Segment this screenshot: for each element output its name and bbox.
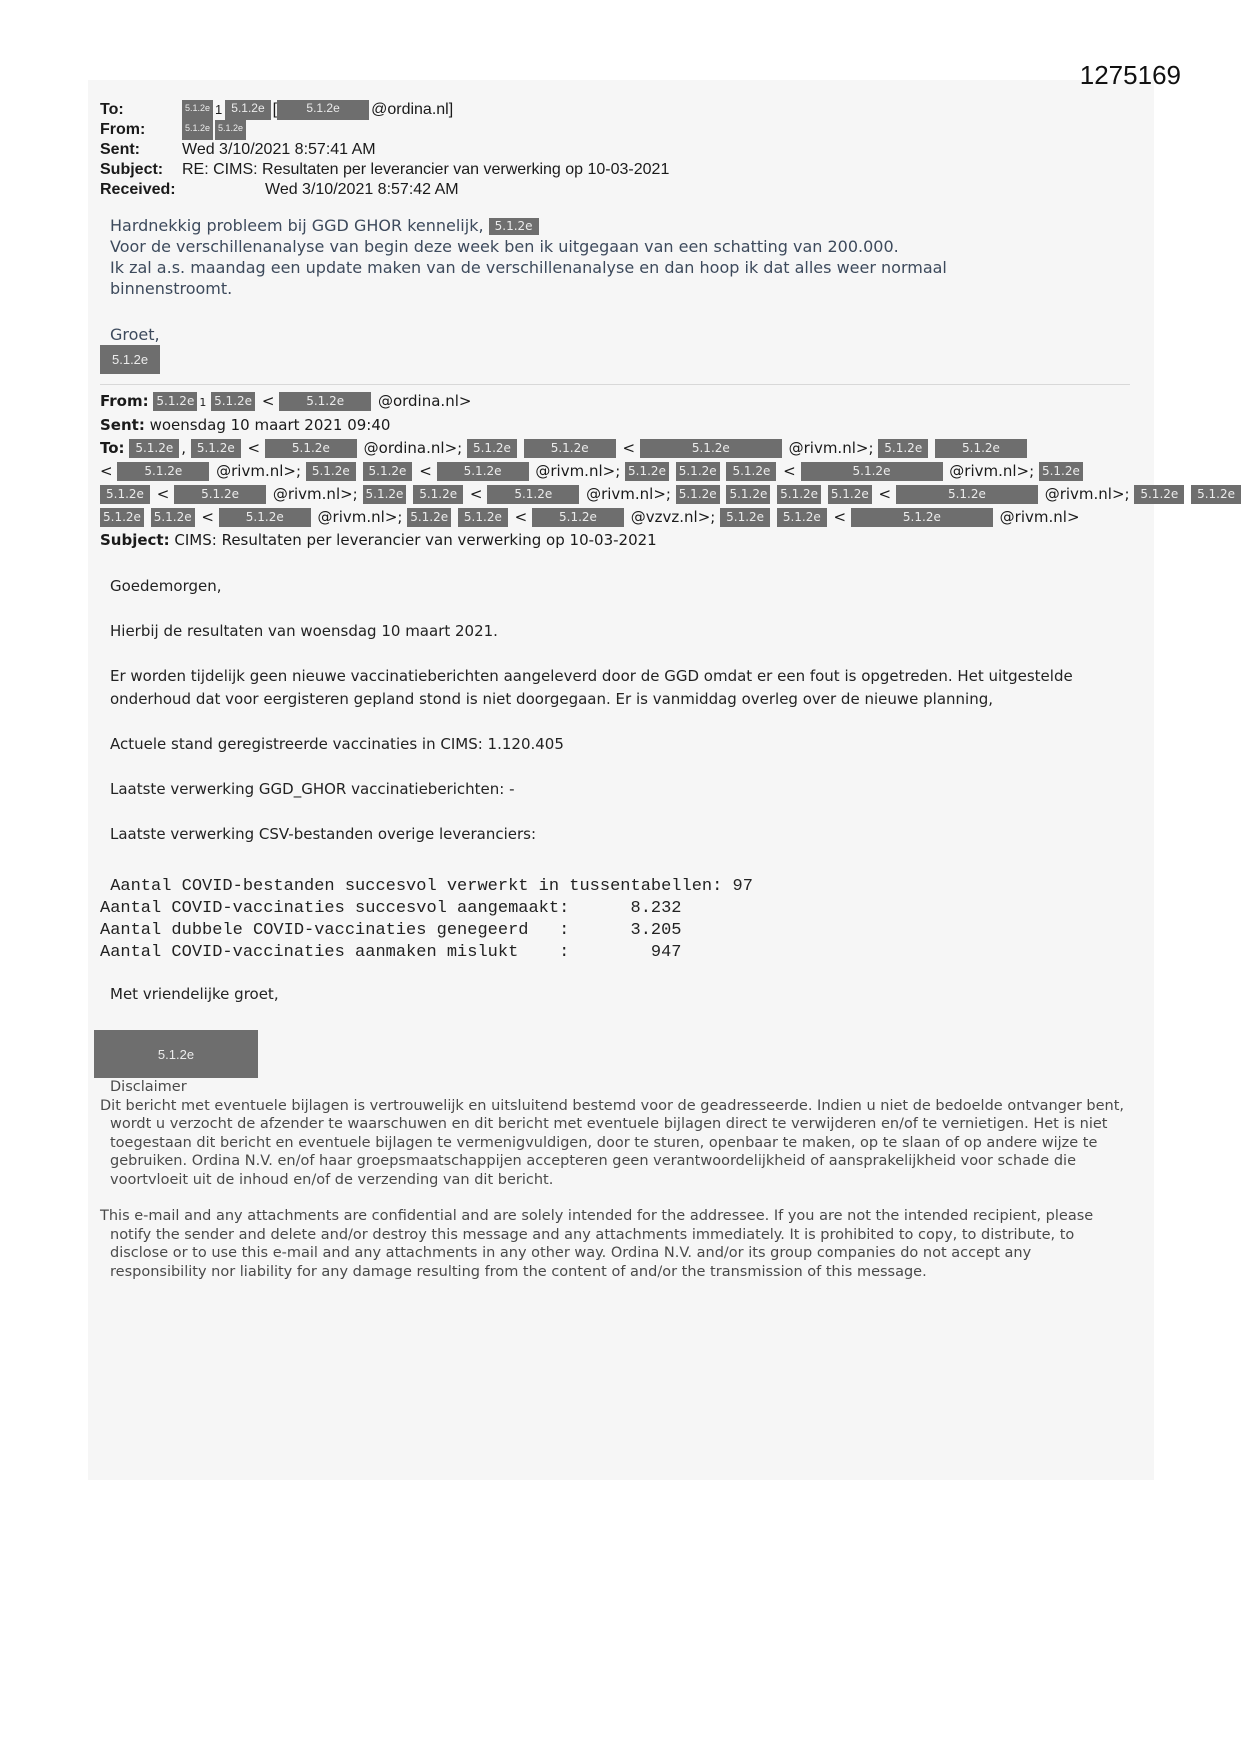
fwd-lt: < xyxy=(100,462,113,480)
fwd-lt: < xyxy=(514,508,528,526)
to-bracket: [ xyxy=(272,101,278,118)
to-label: To: xyxy=(100,101,124,118)
header-from-row xyxy=(100,120,669,140)
received-value: Wed 3/10/2021 8:57:42 AM xyxy=(265,181,459,198)
fwd-to-row xyxy=(100,506,1140,529)
redaction: 5.1.2e xyxy=(726,485,770,504)
redaction: 5.1.2e xyxy=(467,439,517,458)
redaction: 5.1.2e xyxy=(265,439,357,458)
header-received-row xyxy=(100,180,669,200)
reply-line-text: Hardnekkig probleem bij GGD GHOR kennelijk, xyxy=(110,216,484,235)
redaction: 5.1.2e xyxy=(437,462,529,481)
redaction: 5.1.2e xyxy=(100,345,160,374)
fwd-rivm-address: @rivm.nl>; xyxy=(535,462,621,480)
redaction: 5.1.2e xyxy=(640,439,782,458)
fwd-to-row xyxy=(100,483,1235,506)
redaction: 5.1.2e xyxy=(935,439,1027,458)
divider xyxy=(100,384,1130,385)
email-header xyxy=(100,100,669,200)
redaction: 5.1.2e xyxy=(878,439,928,458)
fwd-from-domain: @ordina.nl> xyxy=(377,392,472,410)
fwd-lt: < xyxy=(878,485,892,503)
redaction: 5.1.2e xyxy=(407,508,451,527)
greeting: Goedemorgen, xyxy=(110,577,222,595)
subject-label: Subject: xyxy=(100,161,164,178)
fwd-rivm-address: @rivm.nl>; xyxy=(216,462,302,480)
fwd-lt: < xyxy=(833,508,847,526)
notice: Er worden tijdelijk geen nieuwe vaccinatieberichten aangeleverd door de GGD omdat er een fout is opgetreden. Het uitgestelde onderhoud dat voor eergisteren gepland stond is niet doorgegaan. Er is vanmiddag overleg over de nieuwe planning, xyxy=(110,667,1073,708)
redaction: 5.1.2e xyxy=(801,462,943,481)
stats-line: Aantal COVID-vaccinaties succesvol aangemaakt: 8.232 xyxy=(100,899,682,918)
stats-line: Aantal COVID-bestanden succesvol verwerkt in tussentabellen: 97 xyxy=(100,877,753,896)
disclaimer-title: Disclaimer xyxy=(110,1079,187,1095)
redaction: 5.1.2e xyxy=(726,462,776,481)
signature-redaction: 5.1.2e xyxy=(94,1030,258,1078)
redaction: 5.1.2e xyxy=(174,485,266,504)
received-label: Received: xyxy=(100,181,176,198)
fwd-rivm-address: @rivm.nl>; xyxy=(949,462,1035,480)
fwd-lt: < xyxy=(469,485,483,503)
from-label: From: xyxy=(100,121,146,138)
fwd-from-row xyxy=(100,390,1140,414)
redaction: 5.1.2e xyxy=(777,508,827,527)
subject-value: RE: CIMS: Resultaten per leverancier van verwerking op 10-03-2021 xyxy=(182,161,670,178)
reply-signature xyxy=(100,345,162,374)
redaction: 5.1.2e xyxy=(279,392,371,411)
reply-line xyxy=(110,215,1070,236)
redaction: 5.1.2e xyxy=(828,485,872,504)
fwd-lt: < xyxy=(201,508,214,526)
fwd-sent-label: Sent: xyxy=(100,416,145,434)
redaction: 5.1.2e xyxy=(676,462,720,481)
to-domain: @ordina.nl] xyxy=(371,101,454,118)
fwd-sent-value: woensdag 10 maart 2021 09:40 xyxy=(149,416,391,434)
redaction: 5.1.2e xyxy=(676,485,720,504)
reply-line: Ik zal a.s. maandag een update maken van de verschillenanalyse en dan hoop ik dat alles weer normaal xyxy=(110,258,947,277)
redaction: 5.1.2e xyxy=(1134,485,1184,504)
redaction: 5.1.2e xyxy=(524,439,616,458)
fwd-lt: < xyxy=(247,439,261,457)
redaction: 5.1.2e xyxy=(277,100,369,120)
redaction: 5.1.2e xyxy=(219,508,311,527)
fwd-vzvz-address: @vzvz.nl>; xyxy=(630,508,716,526)
disclaimer-en-text: This e-mail and any attachments are confidential and are solely intended for the addressee. If you are not the intended recipient, please notify the sender and delete and/or destroy this message and any attachments immediately. It is prohibited to copy, to distribute, to disclose or to use this e-mail and any attachments in any other way. Ordina N.V. and/or its group companies do not accept any responsibility nor liability for any damage resulting from the content of and/or the transmission of this message. xyxy=(100,1208,1094,1280)
to-separator: 1 xyxy=(215,102,223,117)
fwd-to-row xyxy=(100,437,1140,460)
redaction: 5.1.2e xyxy=(182,100,213,120)
fwd-lt: < xyxy=(419,462,432,480)
fwd-subject-label: Subject: xyxy=(100,531,170,549)
message-content xyxy=(110,575,1120,868)
redaction: 5.1.2e xyxy=(851,508,993,527)
fwd-subject-value: CIMS: Resultaten per leverancier van verwerking op 10-03-2021 xyxy=(174,531,657,549)
redaction: 5.1.2e xyxy=(413,485,463,504)
redaction: 5.1.2e xyxy=(896,485,1038,504)
fwd-subject-row xyxy=(100,529,1140,552)
header-subject-row xyxy=(100,160,669,180)
disclaimer xyxy=(100,1078,1130,1281)
stats-line: Aantal dubbele COVID-vaccinaties genegeerd : 3.205 xyxy=(100,921,682,940)
disclaimer-nl xyxy=(100,1097,1130,1190)
redaction: 5.1.2e xyxy=(306,462,356,481)
fwd-to-row xyxy=(100,460,1140,483)
redaction: 5.1.2e xyxy=(182,120,213,140)
fwd-sent-row xyxy=(100,414,1140,437)
disclaimer-gap xyxy=(100,1189,1130,1207)
fwd-ordina-address: @ordina.nl>; xyxy=(363,439,463,457)
redaction: 5.1.2e xyxy=(1039,462,1083,481)
fwd-lt: < xyxy=(783,462,796,480)
redaction: 5.1.2e xyxy=(211,392,255,411)
redaction: 5.1.2e xyxy=(363,485,407,504)
fwd-comma: , xyxy=(181,439,187,457)
fwd-rivm-address: @rivm.nl>; xyxy=(586,485,671,503)
fwd-rivm-address: @rivm.nl>; xyxy=(1044,485,1130,503)
reply-line: Voor de verschillenanalyse van begin deze week ben ik uitgegaan van een schatting van 200.000. xyxy=(110,237,899,256)
closing: Met vriendelijke groet, xyxy=(110,985,279,1003)
fwd-from-label: From: xyxy=(100,392,149,410)
fwd-rivm-address: @rivm.nl>; xyxy=(788,439,874,457)
redaction: 5.1.2e xyxy=(100,485,150,504)
fwd-lt: < xyxy=(156,485,170,503)
redaction: 5.1.2e xyxy=(363,462,413,481)
redaction: 5.1.2e xyxy=(532,508,624,527)
stats-line: Aantal COVID-vaccinaties aanmaken mislukt : 947 xyxy=(100,943,682,962)
document-number: 1275169 xyxy=(1079,60,1181,90)
csv-processing: Laatste verwerking CSV-bestanden overige leveranciers: xyxy=(110,825,537,843)
reply-line: binnenstroomt. xyxy=(110,279,233,298)
redaction: 5.1.2e xyxy=(129,439,179,458)
disclaimer-nl-text: Dit bericht met eventuele bijlagen is vertrouwelijk en uitsluitend bestemd voor de geadresseerde. Indien u niet de bedoelde ontvanger bent, wordt u verzocht de afzender te waarschuwen en dit bericht met eventuele bijlagen direct te verwijderen en/of te vernietigen. Het is niet toegestaan dit bericht en eventuele bijlagen te vermenigvuldigen, door te sturen, openbaar te maken, op te slaan of op andere wijze te gebruiken. Ordina N.V. en/of haar groepsmaatschappijen accepteren geen verantwoordelijkheid of aansprakelijkheid voor schade die voortvloeit uit de inhoud en/of de verzending van dit bericht. xyxy=(100,1097,1125,1188)
header-sent-row xyxy=(100,140,669,160)
redaction: 5.1.2e xyxy=(487,485,579,504)
redaction: 5.1.2e xyxy=(191,439,241,458)
sent-label: Sent: xyxy=(100,141,140,158)
fwd-from-lt: < xyxy=(261,392,275,410)
redaction: 5.1.2e xyxy=(458,508,508,527)
stats-block xyxy=(100,876,753,964)
redaction: 5.1.2e xyxy=(625,462,669,481)
reply-body xyxy=(110,215,1070,299)
fwd-rivm-address: @rivm.nl>; xyxy=(272,485,358,503)
current-stand: Actuele stand geregistreerde vaccinaties in CIMS: 1.120.405 xyxy=(110,735,564,753)
fwd-from-separator: 1 xyxy=(199,396,207,409)
redaction: 5.1.2e xyxy=(151,508,195,527)
redaction: 5.1.2e xyxy=(100,508,144,527)
redaction: 5.1.2e xyxy=(777,485,821,504)
redaction: 5.1.2e xyxy=(117,462,209,481)
redaction: 5.1.2e xyxy=(489,218,539,235)
redaction: 5.1.2e xyxy=(720,508,770,527)
fwd-to-label: To: xyxy=(100,439,125,457)
reply-greeting: Groet, xyxy=(110,325,160,344)
redaction: 5.1.2e xyxy=(215,120,246,140)
fwd-lt: < xyxy=(622,439,636,457)
redaction: 5.1.2e xyxy=(225,100,270,120)
fwd-rivm-address: @rivm.nl>; xyxy=(317,508,403,526)
fwd-rivm-address: @rivm.nl> xyxy=(999,508,1080,526)
forwarded-header xyxy=(100,390,1235,552)
redaction: 5.1.2e xyxy=(1191,485,1241,504)
ggd-processing: Laatste verwerking GGD_GHOR vaccinatieberichten: - xyxy=(110,780,515,798)
sent-value: Wed 3/10/2021 8:57:41 AM xyxy=(182,141,376,158)
disclaimer-en xyxy=(100,1207,1130,1281)
header-to-row xyxy=(100,100,669,120)
redaction: 5.1.2e xyxy=(153,392,197,411)
intro: Hierbij de resultaten van woensdag 10 maart 2021. xyxy=(110,622,498,640)
